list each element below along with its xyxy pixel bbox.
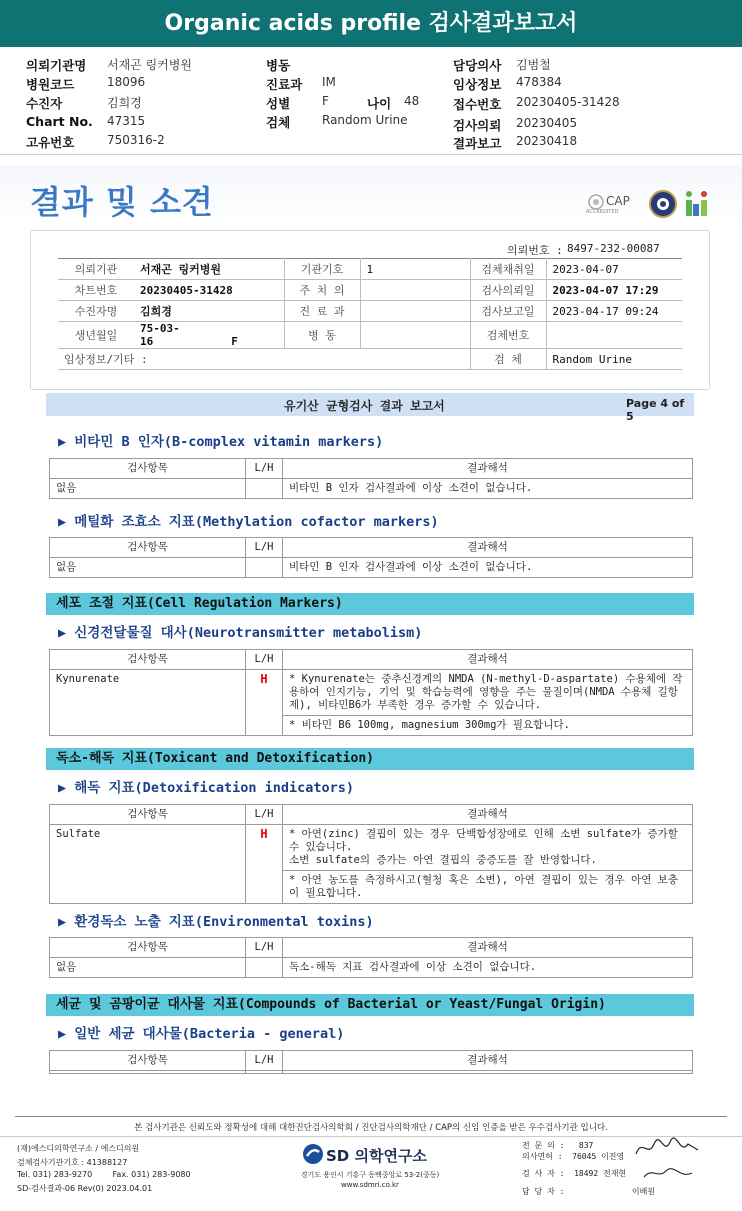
patient-cell-value: 서재곤 링커병원 xyxy=(134,259,284,280)
signature-tester xyxy=(640,1163,700,1183)
cell-interpretation: * Kynurenate는 중추신경계의 NMDA (N-methyl-D-aspartate) 수용체에 작용하여 인지기능, 기억 및 학습능력에 영향을 주는 물질이며(NMDA 수용체 길항제), 비타민B6가 부족한 경우 증가할 수 있습니다. xyxy=(283,670,693,716)
subhead-title: 메틸화 조효소 지표(Methylation cofactor markers) xyxy=(74,514,439,530)
info-label: 나이 xyxy=(367,96,392,111)
table-header-row xyxy=(50,1051,693,1071)
column-header-interpretation: 결과해석 xyxy=(283,1051,693,1071)
table-row xyxy=(50,958,693,978)
footer-lab-code: 검체검사기관기호 : 41388127 xyxy=(17,1158,128,1167)
lab-logo xyxy=(684,190,710,218)
subhead-bacteria: ▶ 일반 세균 대사물(Bacteria - general) xyxy=(58,1026,345,1042)
specimen-value: Random Urine xyxy=(546,349,682,370)
patient-cell-label: 차트번호 xyxy=(58,280,134,301)
patient-cell-value: 2023-04-07 17:29 xyxy=(546,280,682,301)
footer-address: 경기도 용인시 기흥구 동백중앙로 53-2(중동) xyxy=(300,1171,440,1179)
subhead-detox: ▶ 해독 지표(Detoxification indicators) xyxy=(58,780,355,796)
column-header-interpretation: 결과해석 xyxy=(283,805,693,825)
patient-cell-label: 수진자명 xyxy=(58,301,134,322)
patient-cell-label: 생년월일 xyxy=(58,322,134,349)
footer-website: www.sdmri.co.kr xyxy=(341,1181,399,1189)
report-header xyxy=(0,0,742,47)
result-table-neurotransmitter xyxy=(49,649,693,736)
info-value: Random Urine xyxy=(322,113,408,127)
info-value: F xyxy=(322,94,329,108)
column-header-item: 검사항목 xyxy=(50,650,246,670)
cell-lh: H xyxy=(246,825,283,904)
patient-cell-label: 기관기호 xyxy=(284,259,360,280)
info-value: 18096 xyxy=(107,75,146,89)
patient-cell-value: 1 xyxy=(360,259,470,280)
table-header-row xyxy=(50,538,693,558)
cell-interpretation: 독소-해독 지표 검사결과에 이상 소견이 없습니다. xyxy=(283,958,693,978)
patient-sex: F xyxy=(231,335,238,348)
cap-logo xyxy=(586,191,644,219)
patient-cell-label: 검체번호 xyxy=(470,322,546,349)
cell-lh xyxy=(246,558,283,578)
info-value: 750316-2 xyxy=(107,133,165,147)
patient-cell-label: 진 료 과 xyxy=(284,301,360,322)
footer-form-code: SD-검사결과-06 Rev(0) 2023.04.01 xyxy=(17,1184,153,1193)
column-header-lh: L/H xyxy=(246,1051,283,1071)
subhead-environmental: ▶ 환경독소 노출 지표(Environmental toxins) xyxy=(58,914,374,930)
patient-cell-label: 검사의뢰일 xyxy=(470,280,546,301)
patient-row xyxy=(58,259,682,280)
signature-specialist xyxy=(632,1136,702,1160)
patient-cell-label: 주 치 의 xyxy=(284,280,360,301)
info-label: 수진자 xyxy=(26,96,63,111)
footer-license: 의사면허 : 76045 이진영 xyxy=(522,1152,625,1161)
cell-item: Sulfate xyxy=(50,825,246,904)
info-value: 47315 xyxy=(107,114,146,128)
info-label: 성별 xyxy=(266,96,291,111)
cell-item: 없음 xyxy=(50,479,246,499)
footer-tester: 검 사 자 : 18492 전재현 xyxy=(522,1169,627,1178)
patient-row xyxy=(58,280,682,301)
cell-item: 없음 xyxy=(50,958,246,978)
report-header-title: Organic acids profile 검사결과보고서 xyxy=(164,11,578,36)
footer-manager: 담 당 자 : 이배원 xyxy=(522,1187,656,1196)
result-table-environmental xyxy=(49,937,693,978)
report-title: 유기산 균형검사 결과 보고서 xyxy=(284,399,445,413)
cell-item: 없음 xyxy=(50,558,246,578)
info-value: 20230418 xyxy=(516,134,578,148)
cap-logo-text: CAP xyxy=(606,194,630,208)
patient-cell-label: 병 동 xyxy=(284,322,360,349)
footer-certification: 본 검사기관은 신뢰도와 정확성에 대해 대한진단검사의학회 / 진단검사의학재단 / CAP의 신임 인증을 받은 우수검사기관 입니다. xyxy=(134,1123,608,1133)
cell-lh: H xyxy=(246,670,283,736)
info-value: 48 xyxy=(404,94,420,108)
lab-logo-icon xyxy=(684,190,710,218)
subhead-title: 환경독소 노출 지표(Environmental toxins) xyxy=(74,914,374,930)
cell-interpretation: * 비타민 B6 100mg, magnesium 300mg가 필요합니다. xyxy=(283,716,693,736)
table-row xyxy=(50,479,693,499)
info-value: IM xyxy=(322,75,336,89)
cap-logo-sub: ACCREDITED xyxy=(586,209,619,215)
info-label: 진료과 xyxy=(266,77,303,92)
table-header-row xyxy=(50,650,693,670)
subhead-title: 신경전달물질 대사(Neurotransmitter metabolism) xyxy=(74,625,423,641)
column-header-lh: L/H xyxy=(246,938,283,958)
table-header-row xyxy=(50,938,693,958)
info-label: 검체 xyxy=(266,115,291,130)
patient-cell-value xyxy=(360,301,470,322)
section-bar-bacterial: 세균 및 곰팡이균 대사물 지표(Compounds of Bacterial or Yeast/Fungal Origin) xyxy=(46,994,694,1016)
section-bar-toxicant: 독소-해독 지표(Toxicant and Detoxification) xyxy=(46,748,694,770)
subhead-neurotransmitter: ▶ 신경전달물질 대사(Neurotransmitter metabolism) xyxy=(58,625,423,641)
info-value: 20230405-31428 xyxy=(516,95,620,109)
result-table-methylation xyxy=(49,537,693,578)
column-header-item: 검사항목 xyxy=(50,538,246,558)
seal-icon xyxy=(648,189,678,219)
info-label: 접수번호 xyxy=(453,97,502,112)
cell-interpretation: * 아연 농도를 측정하시고(혈청 혹은 소변), 아연 결핍이 있는 경우 아연 보충이 필요합니다. xyxy=(283,871,693,904)
subhead-title: 비타민 B 인자(B-complex vitamin markers) xyxy=(74,434,384,450)
cell-interpretation: 비타민 B 인자 검사결과에 이상 소견이 없습니다. xyxy=(283,558,693,578)
column-header-lh: L/H xyxy=(246,538,283,558)
patient-table xyxy=(58,258,682,370)
patient-cell-label: 의뢰기관 xyxy=(58,259,134,280)
info-label: 결과보고 xyxy=(453,136,502,151)
column-header-item: 검사항목 xyxy=(50,938,246,958)
info-label: Chart No. xyxy=(26,114,93,129)
info-label: 의뢰기관명 xyxy=(26,58,87,73)
info-label: 임상정보 xyxy=(453,77,502,92)
column-header-lh: L/H xyxy=(246,650,283,670)
column-header-lh: L/H xyxy=(246,805,283,825)
patient-row xyxy=(58,301,682,322)
patient-cell-value xyxy=(360,280,470,301)
info-label: 병원코드 xyxy=(26,77,75,92)
column-header-interpretation: 결과해석 xyxy=(283,459,693,479)
cell-item: Kynurenate xyxy=(50,670,246,736)
subhead-title: 일반 세균 대사물(Bacteria - general) xyxy=(74,1026,345,1042)
subhead-title: 해독 지표(Detoxification indicators) xyxy=(74,780,355,796)
column-header-item: 검사항목 xyxy=(50,805,246,825)
footer-specialist: 전 문 의 : 837 xyxy=(522,1141,594,1150)
footer-divider xyxy=(15,1116,727,1117)
patient-cell-value: 2023-04-07 xyxy=(546,259,682,280)
table-row xyxy=(50,1071,693,1074)
column-header-interpretation: 결과해석 xyxy=(283,538,693,558)
table-row xyxy=(50,558,693,578)
patient-cell-label: 검사보고일 xyxy=(470,301,546,322)
sd-logo-text: SD 의학연구소 xyxy=(326,1147,427,1165)
page-indicator: Page 4 of 5 xyxy=(626,397,685,423)
cell-lh xyxy=(246,958,283,978)
report-title-bar xyxy=(46,393,694,423)
subhead-vitamin-b: ▶ 비타민 B 인자(B-complex vitamin markers) xyxy=(58,434,384,450)
section-title: 결과 및 소견 xyxy=(30,183,214,221)
patient-cell-value: 김희경 xyxy=(134,301,284,322)
info-value: 478384 xyxy=(516,75,562,89)
result-table-bacteria xyxy=(49,1050,693,1074)
info-value: 김범철 xyxy=(516,58,551,72)
table-header-row xyxy=(50,459,693,479)
cell-interpretation: 소변 sulfate의 증가는 아연 결핍의 중증도를 잘 반영합니다. xyxy=(289,854,597,866)
sd-logo-icon xyxy=(302,1143,324,1165)
request-number-label: 의뢰번호 : xyxy=(507,244,563,257)
footer-lab-name: (재)에스디의학연구소 / 에스디의원 xyxy=(17,1144,140,1153)
patient-cell-value xyxy=(546,322,682,349)
divider xyxy=(0,154,742,155)
info-label: 고유번호 xyxy=(26,135,75,150)
patient-cell-value: 20230405-31428 xyxy=(134,280,284,301)
result-table-vitamin-b xyxy=(49,458,693,499)
seal-logo xyxy=(648,189,678,219)
info-label: 검사의뢰 xyxy=(453,118,502,133)
patient-row xyxy=(58,349,682,370)
request-number: 8497-232-00087 xyxy=(567,242,660,255)
footer-divider xyxy=(0,1136,742,1137)
patient-card xyxy=(30,230,710,390)
column-header-item: 검사항목 xyxy=(50,459,246,479)
subhead-methylation: ▶ 메틸화 조효소 지표(Methylation cofactor markers) xyxy=(58,514,439,530)
info-value: 20230405 xyxy=(516,116,578,130)
footer-contact: Tel. 031) 283-9270 Fax. 031) 283-9080 xyxy=(17,1170,191,1179)
result-table-detox xyxy=(49,804,693,904)
info-label: 병동 xyxy=(266,58,291,73)
table-row xyxy=(50,670,693,716)
patient-cell-value: 75-03-16 xyxy=(140,322,180,348)
info-value: 서재곤 링커병원 xyxy=(107,58,192,72)
column-header-item: 검사항목 xyxy=(50,1051,246,1071)
cell-interpretation: 비타민 B 인자 검사결과에 이상 소견이 없습니다. xyxy=(283,479,693,499)
patient-cell-value xyxy=(360,322,470,349)
patient-cell-value: 2023-04-17 09:24 xyxy=(546,301,682,322)
table-header-row xyxy=(50,805,693,825)
cell-interpretation: * 아연(zinc) 결핍이 있는 경우 단백합성장애로 인해 소변 sulfate가 증가할 수 있습니다. xyxy=(289,828,678,853)
header-info xyxy=(0,54,742,150)
column-header-interpretation: 결과해석 xyxy=(283,650,693,670)
info-value: 김희경 xyxy=(107,96,142,110)
table-row xyxy=(50,825,693,871)
clinical-info-label: 임상정보/기타 : xyxy=(58,349,470,370)
patient-row xyxy=(58,322,682,349)
cell-lh xyxy=(246,479,283,499)
info-label: 담당의사 xyxy=(453,58,502,73)
section-bar-cell-regulation: 세포 조절 지표(Cell Regulation Markers) xyxy=(46,593,694,615)
column-header-lh: L/H xyxy=(246,459,283,479)
specimen-label: 검 체 xyxy=(470,349,546,370)
column-header-interpretation: 결과해석 xyxy=(283,938,693,958)
patient-cell-label: 검체채취일 xyxy=(470,259,546,280)
